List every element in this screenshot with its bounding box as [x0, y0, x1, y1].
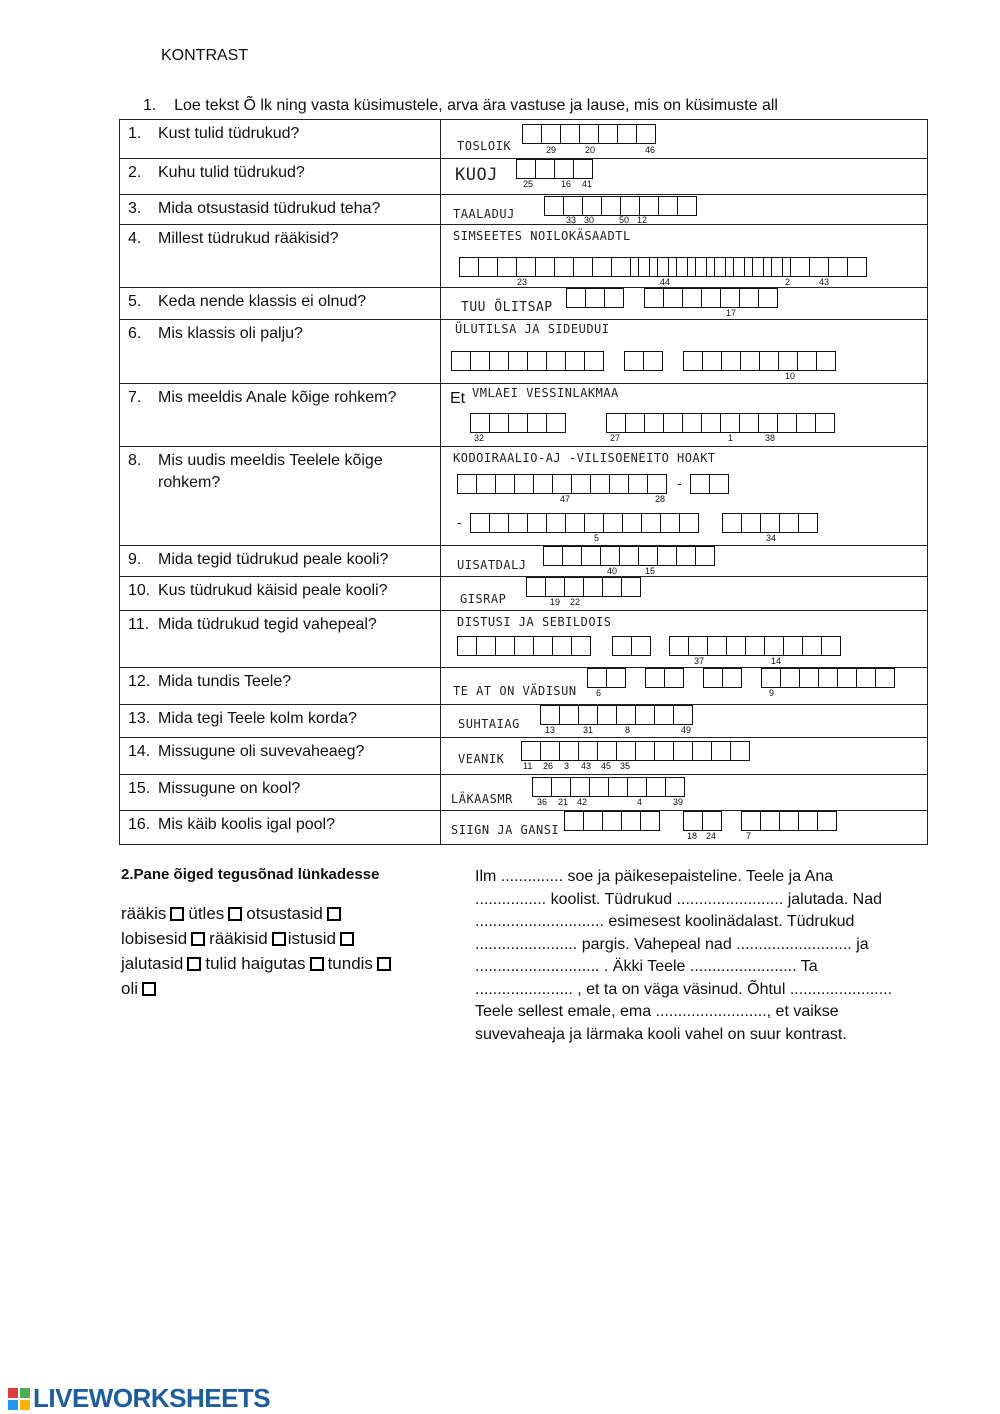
- letter-number: 43: [819, 277, 830, 287]
- table-row: [120, 384, 928, 447]
- letter-boxes[interactable]: [471, 413, 566, 433]
- checkbox-icon[interactable]: [187, 957, 201, 971]
- scrambled-word: SIMSEETES NOILOKÄSAADTL: [453, 229, 631, 243]
- table-row: [120, 775, 928, 811]
- letter-boxes[interactable]: [704, 668, 742, 688]
- question-text: Mida otsustasid tüdrukud teha?: [158, 200, 381, 217]
- hyphen: -: [457, 514, 462, 530]
- section-heading: 2.Pane õiged tegusõnad lünkadesse: [121, 866, 380, 883]
- letter-number: 19: [550, 597, 561, 607]
- letter-number: 2: [785, 277, 791, 287]
- question-text: Mis meeldis Anale kõige rohkem?: [158, 389, 397, 406]
- checkbox-icon[interactable]: [310, 957, 324, 971]
- letter-number: 22: [570, 597, 581, 607]
- question-number: 2.: [128, 164, 142, 181]
- scrambled-word: GISRAP: [460, 592, 507, 606]
- letter-number: 40: [607, 566, 618, 576]
- question-number: 12.: [128, 673, 151, 690]
- question-text: Mis uudis meeldis Teelele kõige rohkem?: [158, 452, 383, 491]
- question-text: Keda nende klassis ei olnud?: [158, 293, 367, 310]
- letter-boxes[interactable]: [684, 351, 836, 371]
- letter-number: 9: [769, 688, 775, 698]
- letter-number: 32: [474, 433, 485, 443]
- table-row: [120, 225, 928, 288]
- table-row: [120, 159, 928, 195]
- letter-number: 3: [564, 761, 570, 771]
- letter-number: 13: [545, 725, 556, 735]
- question-text: Missugune oli suvevaheaeg?: [158, 743, 365, 760]
- letter-number: 21: [558, 797, 569, 807]
- word-option: otsustasid: [246, 904, 323, 923]
- word-option: tulid haigutas: [205, 954, 306, 973]
- question-text: Millest tüdrukud rääkisid?: [158, 230, 339, 247]
- scrambled-word: UISATDALJ: [457, 558, 527, 572]
- question-number: 13.: [128, 710, 151, 727]
- table-row: [120, 577, 928, 611]
- scrambled-word: SIIGN JA GANSI: [451, 823, 560, 837]
- word-option: rääkisid: [209, 929, 268, 948]
- logo-text: LIVEWORKSHEETS: [33, 1383, 271, 1413]
- word-bank: [121, 866, 441, 1001]
- table-row: [120, 447, 928, 546]
- question-number: 5.: [128, 293, 142, 310]
- letter-number: 20: [585, 145, 596, 155]
- question-text: Mis käib koolis igal pool?: [158, 816, 335, 833]
- letter-boxes[interactable]: [567, 288, 624, 308]
- question-text: Mida tegi Teele kolm korda?: [158, 710, 357, 727]
- question-text: Mida tundis Teele?: [158, 673, 292, 690]
- instruction: 1. Loe tekst Õ lk ning vasta küsimustele, arva ära vastuse ja lause, mis on küsimuste all: [143, 97, 778, 114]
- letter-number: 16: [561, 179, 572, 189]
- checkbox-icon[interactable]: [170, 907, 184, 921]
- letter-boxes[interactable]: [527, 577, 641, 597]
- letter-number: 49: [681, 725, 692, 735]
- question-number: 1.: [128, 125, 142, 142]
- logo-blocks-icon: [8, 1388, 30, 1410]
- question-number: 7.: [128, 389, 142, 406]
- letter-number: 50: [619, 215, 630, 225]
- question-table: [119, 119, 928, 845]
- letter-boxes[interactable]: [544, 546, 715, 566]
- scrambled-word: ÜLUTILSA JA SIDEUDUI: [455, 322, 610, 336]
- table-row: [120, 195, 928, 225]
- question-number: 6.: [128, 325, 142, 342]
- letter-boxes[interactable]: [517, 159, 593, 179]
- letter-number: 10: [785, 371, 796, 381]
- checkbox-icon[interactable]: [272, 932, 286, 946]
- scrambled-word: SUHTAIAG: [458, 717, 520, 731]
- letter-number: 14: [771, 656, 782, 666]
- gap-fill-story[interactable]: Ilm .............. soe ja päikesepaisteline. Teele ja Ana ................ koolist. Tüdrukud ........................ jalutada. Nad ............................. esimesest koolinädalast. Tüdrukud ....................... pargis. Vahepeal nad .......................... ja ............................ . Äkki Teele ........................ Ta ...................... , et ta on väga väsinud. Õhtul ....................... Teele sellest emale, ema ........................., et vaikse suvevaheaja ja lärmaka kooli vahel on suur kontrast.: [475, 868, 893, 1043]
- letter-boxes[interactable]: [588, 668, 626, 688]
- checkbox-icon[interactable]: [142, 982, 156, 996]
- question-text: Kust tulid tüdrukud?: [158, 125, 300, 142]
- word-option: ütles: [188, 904, 225, 923]
- letter-number: 4: [637, 797, 643, 807]
- letter-number: 42: [577, 797, 588, 807]
- question-number: 4.: [128, 230, 142, 247]
- letter-boxes[interactable]: [762, 668, 895, 688]
- letter-number: 23: [517, 277, 528, 287]
- letter-number: 45: [601, 761, 612, 771]
- letter-number: 47: [560, 494, 571, 504]
- letter-number: 28: [655, 494, 666, 504]
- question-text: Mida tegid tüdrukud peale kooli?: [158, 551, 389, 568]
- question-number: 16.: [128, 816, 151, 833]
- letter-boxes[interactable]: [613, 636, 651, 656]
- letter-number: 7: [746, 831, 752, 841]
- table-row: [120, 705, 928, 738]
- letter-number: 36: [537, 797, 548, 807]
- scrambled-word: TE AT ON VÄDISUN: [453, 684, 577, 698]
- letter-number: 44: [660, 277, 671, 287]
- question-text: Kuhu tulid tüdrukud?: [158, 164, 305, 181]
- letter-number: 39: [673, 797, 684, 807]
- letter-number: 25: [523, 179, 534, 189]
- letter-number: 27: [610, 433, 621, 443]
- checkbox-icon[interactable]: [327, 907, 341, 921]
- table-row: [120, 120, 928, 159]
- letter-number: 34: [766, 533, 777, 543]
- letter-boxes[interactable]: [523, 124, 656, 144]
- letter-boxes[interactable]: [533, 777, 685, 797]
- word-option: lobisesid: [121, 929, 188, 948]
- letter-number: 12: [637, 215, 648, 225]
- letter-number: 33: [566, 215, 577, 225]
- letter-number: 24: [706, 831, 717, 841]
- letter-boxes[interactable]: [625, 351, 663, 371]
- letter-number: 11: [523, 761, 533, 771]
- checkbox-icon[interactable]: [377, 957, 391, 971]
- question-text: Missugune on kool?: [158, 780, 301, 797]
- letter-boxes[interactable]: [670, 636, 841, 656]
- letter-number: 35: [620, 761, 631, 771]
- letter-boxes[interactable]: [646, 668, 684, 688]
- letter-boxes[interactable]: [691, 474, 729, 494]
- letter-boxes[interactable]: [458, 636, 591, 656]
- checkbox-icon[interactable]: [228, 907, 242, 921]
- letter-boxes[interactable]: [471, 513, 699, 533]
- question-number: 11.: [128, 616, 150, 633]
- table-row: [120, 811, 928, 845]
- question-text: Mida tüdrukud tegid vahepeal?: [158, 616, 377, 633]
- letter-boxes[interactable]: [607, 413, 835, 433]
- word-option: oli: [121, 979, 139, 998]
- word-option: tundis: [327, 954, 373, 973]
- question-number: 3.: [128, 200, 142, 217]
- table-row: [120, 738, 928, 775]
- question-text: Kus tüdrukud käisid peale kooli?: [158, 582, 388, 599]
- letter-number: 5: [594, 533, 600, 543]
- letter-number: 41: [582, 179, 593, 189]
- word-list: [121, 901, 441, 1001]
- letter-boxes[interactable]: [684, 811, 722, 831]
- scrambled-word: LÄKAASMR: [451, 792, 513, 806]
- letter-boxes[interactable]: [545, 196, 697, 216]
- letter-number: 38: [765, 433, 776, 443]
- answer-prefix: Et: [450, 390, 466, 407]
- letter-boxes[interactable]: [645, 288, 778, 308]
- hyphen: -: [677, 475, 682, 491]
- table-row: [120, 611, 928, 668]
- letter-boxes[interactable]: [541, 705, 693, 725]
- letter-number: 31: [583, 725, 594, 735]
- letter-number: 26: [543, 761, 554, 771]
- question-text: Mis klassis oli palju?: [158, 325, 303, 342]
- table-row: [120, 320, 928, 384]
- question-number: 15.: [128, 780, 151, 797]
- letter-number: 6: [596, 688, 602, 698]
- letter-boxes[interactable]: [522, 741, 750, 761]
- letter-number: 46: [645, 145, 656, 155]
- table-row: [120, 668, 928, 705]
- table-row: [120, 546, 928, 577]
- scrambled-word: KODOIRAALIO-AJ -VILISOENEITO HOAKT: [453, 451, 716, 465]
- scrambled-word: DISTUSI JA SEBILDOIS: [457, 615, 612, 629]
- scrambled-word: TOSLOIK: [457, 139, 512, 153]
- question-number: 10.: [128, 582, 151, 599]
- word-option: istusid: [287, 929, 336, 948]
- word-option: jalutasid: [121, 954, 184, 973]
- question-number: 14.: [128, 743, 151, 760]
- scrambled-word: VMLAEI VESSINLAKMAA: [472, 386, 619, 400]
- letter-boxes[interactable]: [458, 474, 667, 494]
- liveworksheets-logo: [8, 1383, 270, 1414]
- letter-number: 17: [726, 308, 737, 318]
- question-number: 8.: [128, 452, 142, 469]
- letter-number: 43: [581, 761, 592, 771]
- word-option: rääkis: [121, 904, 167, 923]
- question-number: 9.: [128, 551, 142, 568]
- page-title: KONTRAST: [161, 47, 249, 64]
- scrambled-word: TAALADUJ: [453, 207, 515, 221]
- letter-boxes[interactable]: [452, 351, 604, 371]
- letter-number: 1: [728, 433, 734, 443]
- letter-boxes[interactable]: [639, 257, 867, 277]
- letter-boxes[interactable]: [742, 811, 837, 831]
- letter-number: 30: [584, 215, 595, 225]
- scrambled-word: VEANIK: [458, 752, 505, 766]
- letter-number: 37: [694, 656, 705, 666]
- letter-number: 29: [546, 145, 557, 155]
- table-row: [120, 288, 928, 320]
- letter-number: 15: [645, 566, 656, 576]
- scrambled-word: TUU ÕLITSAP: [461, 300, 553, 315]
- checkbox-icon[interactable]: [340, 932, 354, 946]
- letter-number: 8: [625, 725, 631, 735]
- scrambled-word: KUOJ: [455, 165, 498, 185]
- letter-boxes[interactable]: [723, 513, 818, 533]
- letter-boxes[interactable]: [565, 811, 660, 831]
- letter-number: 18: [687, 831, 698, 841]
- checkbox-icon[interactable]: [191, 932, 205, 946]
